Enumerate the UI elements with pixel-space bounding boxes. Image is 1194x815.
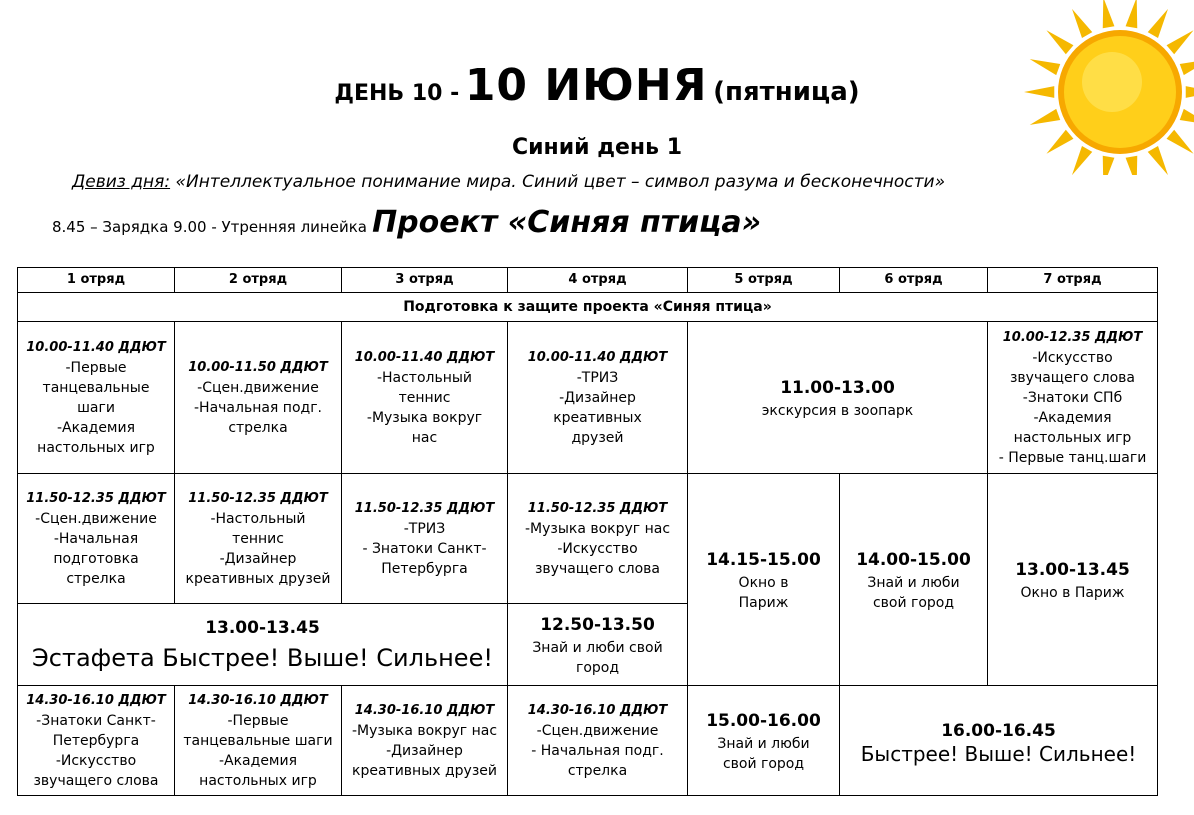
cell-time: 13.00-13.45 — [1015, 559, 1130, 580]
sun-ray — [1072, 9, 1092, 38]
cell-line: -Знатоки СПб — [1022, 389, 1123, 406]
cell-line: -Сцен.движение — [35, 510, 157, 527]
column-header: 6 отряд — [840, 268, 988, 293]
sun-ray — [1103, 0, 1115, 28]
table-row — [18, 474, 1158, 604]
cell-line: -Начальная — [53, 530, 139, 547]
cell-text: экскурсия в зоопарк — [761, 402, 914, 419]
schedule-cell — [840, 474, 988, 686]
cell-line: город — [575, 659, 620, 676]
column-header: 2 отряд — [175, 268, 342, 293]
prep-cell: Подготовка к защите проекта «Синяя птица» — [18, 293, 1158, 322]
sun-ray — [1148, 9, 1168, 38]
cell-line: Петербурга — [381, 560, 468, 577]
cell-time: 13.00-13.45 — [205, 617, 320, 638]
cell-line: Окно в — [738, 574, 789, 591]
cell-line: креативных — [553, 409, 642, 426]
subtitle: Синий день 1 — [511, 135, 683, 160]
cell-line: свой город — [872, 594, 955, 611]
cell-time: 11.50-12.35 ДДЮТ — [26, 490, 166, 506]
cell-line: подготовка — [53, 550, 139, 567]
motto-label: Девиз дня: — [72, 172, 171, 192]
cell-line: шаги — [77, 399, 115, 416]
cell-line: - Начальная подг. — [531, 742, 664, 759]
table-row — [18, 293, 1158, 322]
column-header: 3 отряд — [342, 268, 508, 293]
day-prefix: ДЕНЬ 10 - — [334, 81, 460, 106]
cell-line: -Музыка вокруг нас — [524, 520, 671, 537]
cell-line: -ТРИЗ — [403, 520, 446, 537]
cell-text: Эстафета Быстрее! Выше! Сильнее! — [32, 643, 493, 672]
cell-line: стрелка — [567, 762, 628, 779]
cell-time: 14.30-16.10 ДДЮТ — [527, 702, 668, 718]
cell-line: танцевальные — [42, 379, 150, 396]
cell-time: 11.00-13.00 — [780, 377, 895, 398]
column-header: 7 отряд — [988, 268, 1158, 293]
cell-line: Знай и люби — [867, 574, 960, 591]
column-header: 1 отряд — [18, 268, 175, 293]
schedule-cell — [508, 604, 688, 686]
schedule-cell — [508, 322, 688, 474]
table-row — [18, 322, 1158, 474]
cell-line: свой город — [722, 755, 805, 772]
cell-line: звучащего слова — [534, 560, 661, 577]
schedule-cell — [342, 686, 508, 796]
cell-line: -Дизайнер — [559, 389, 636, 406]
schedule-table — [17, 267, 1158, 796]
cell-line: танцевальные шаги — [183, 732, 333, 749]
sun-ray — [1180, 109, 1194, 125]
cell-line: -Музыка вокруг нас — [351, 722, 498, 739]
schedule-line — [52, 205, 761, 240]
cell-line: -Академия — [56, 419, 136, 436]
cell-time: 10.00-12.35 ДДЮТ — [1002, 329, 1143, 345]
cell-line: звучащего слова — [33, 772, 159, 789]
cell-line: Окно в Париж — [1020, 584, 1125, 601]
table-row — [18, 686, 1158, 796]
cell-line: -Сцен.движение — [197, 379, 319, 396]
schedule-cell — [18, 474, 175, 604]
column-header: 4 отряд — [508, 268, 688, 293]
cell-time: 16.00-16.45 — [941, 720, 1056, 741]
cell-line: друзей — [571, 429, 624, 446]
cell-line: Париж — [738, 594, 789, 611]
cell-line: креативных друзей — [185, 570, 331, 587]
cell-time: 11.50-12.35 ДДЮТ — [188, 490, 328, 506]
cell-line: -Первые — [65, 359, 127, 376]
cell-time: 10.00-11.50 ДДЮТ — [188, 359, 328, 375]
page-title — [0, 60, 1194, 111]
cell-line: -Первые — [227, 712, 289, 729]
column-header: 5 отряд — [688, 268, 840, 293]
cell-line: - Знатоки Санкт- — [362, 540, 487, 557]
cell-line: настольных игр — [1013, 429, 1132, 446]
cell-time: 11.50-12.35 ДДЮТ — [527, 500, 668, 516]
project-title: Проект «Синяя птица» — [372, 205, 762, 240]
cell-line: Знай и люби — [717, 735, 810, 752]
date: 10 ИЮНЯ — [464, 60, 708, 111]
cell-line: настольных игр — [37, 439, 155, 456]
cell-line: -Знатоки Санкт- — [36, 712, 156, 729]
cell-line: -ТРИЗ — [576, 369, 619, 386]
schedule-cell — [175, 474, 342, 604]
cell-time: 11.50-12.35 ДДЮТ — [354, 500, 495, 516]
schedule-cell — [508, 474, 688, 604]
cell-line: Знай и люби свой — [532, 639, 663, 656]
motto — [72, 172, 945, 192]
cell-time: 10.00-11.40 ДДЮТ — [354, 349, 495, 365]
cell-line: креативных друзей — [352, 762, 497, 779]
cell-line: -Настольный — [376, 369, 473, 386]
cell-line: нас — [411, 429, 438, 446]
sun-ray — [1126, 0, 1138, 28]
cell-line: Петербурга — [52, 732, 140, 749]
schedule-cell — [508, 686, 688, 796]
cell-line: - Первые танц.шаги — [998, 449, 1147, 466]
cell-line: -Настольный — [210, 510, 306, 527]
schedule-cell — [342, 322, 508, 474]
schedule-cell — [18, 686, 175, 796]
schedule-cell — [18, 322, 175, 474]
cell-time: 12.50-13.50 — [540, 614, 655, 635]
motto-text: «Интеллектуальное понимание мира. Синий цвет – символ разума и бесконечности» — [175, 172, 946, 192]
cell-line: -Искусство — [1032, 349, 1113, 366]
cell-time: 14.30-16.10 ДДЮТ — [354, 702, 495, 718]
schedule-cell — [175, 322, 342, 474]
cell-line: -Начальная подг. — [193, 399, 323, 416]
cell-line: -Сцен.движение — [536, 722, 659, 739]
cell-time: 14.00-15.00 — [856, 549, 971, 570]
cell-line: -Дизайнер — [219, 550, 297, 567]
cell-line: -Искусство — [557, 540, 638, 557]
table-header-row — [18, 268, 1158, 293]
schedule-cell — [988, 474, 1158, 686]
excursion-cell — [688, 322, 988, 474]
cell-line: настольных игр — [199, 772, 317, 789]
cell-text: Быстрее! Выше! Сильнее! — [860, 741, 1137, 766]
sun-ray — [1167, 30, 1194, 54]
cell-time: 15.00-16.00 — [706, 710, 821, 731]
cell-time: 14.30-16.10 ДДЮТ — [188, 692, 328, 708]
cell-time: 14.15-15.00 — [706, 549, 821, 570]
cell-line: -Академия — [1033, 409, 1112, 426]
cell-time: 10.00-11.40 ДДЮТ — [26, 339, 166, 355]
cell-line: стрелка — [228, 419, 288, 436]
cell-line: -Академия — [218, 752, 298, 769]
schedule-cell — [175, 686, 342, 796]
cell-line: -Искусство — [55, 752, 137, 769]
relay-cell — [18, 604, 508, 686]
weekday: (пятница) — [713, 77, 860, 107]
cell-time: 10.00-11.40 ДДЮТ — [527, 349, 668, 365]
cell-line: теннис — [398, 389, 451, 406]
cell-line: -Дизайнер — [386, 742, 463, 759]
sun-ray — [1046, 30, 1073, 54]
sport-cell — [840, 686, 1158, 796]
morning-schedule: 8.45 – Зарядка 9.00 - Утренняя линейка — [52, 218, 367, 236]
schedule-cell — [342, 474, 508, 604]
sun-ray — [1030, 109, 1060, 125]
cell-line: звучащего слова — [1009, 369, 1136, 386]
cell-line: стрелка — [66, 570, 126, 587]
cell-time: 14.30-16.10 ДДЮТ — [26, 692, 166, 708]
cell-line: теннис — [232, 530, 284, 547]
schedule-cell — [988, 322, 1158, 474]
schedule-cell — [688, 686, 840, 796]
schedule-cell — [688, 474, 840, 686]
cell-line: -Музыка вокруг — [366, 409, 483, 426]
